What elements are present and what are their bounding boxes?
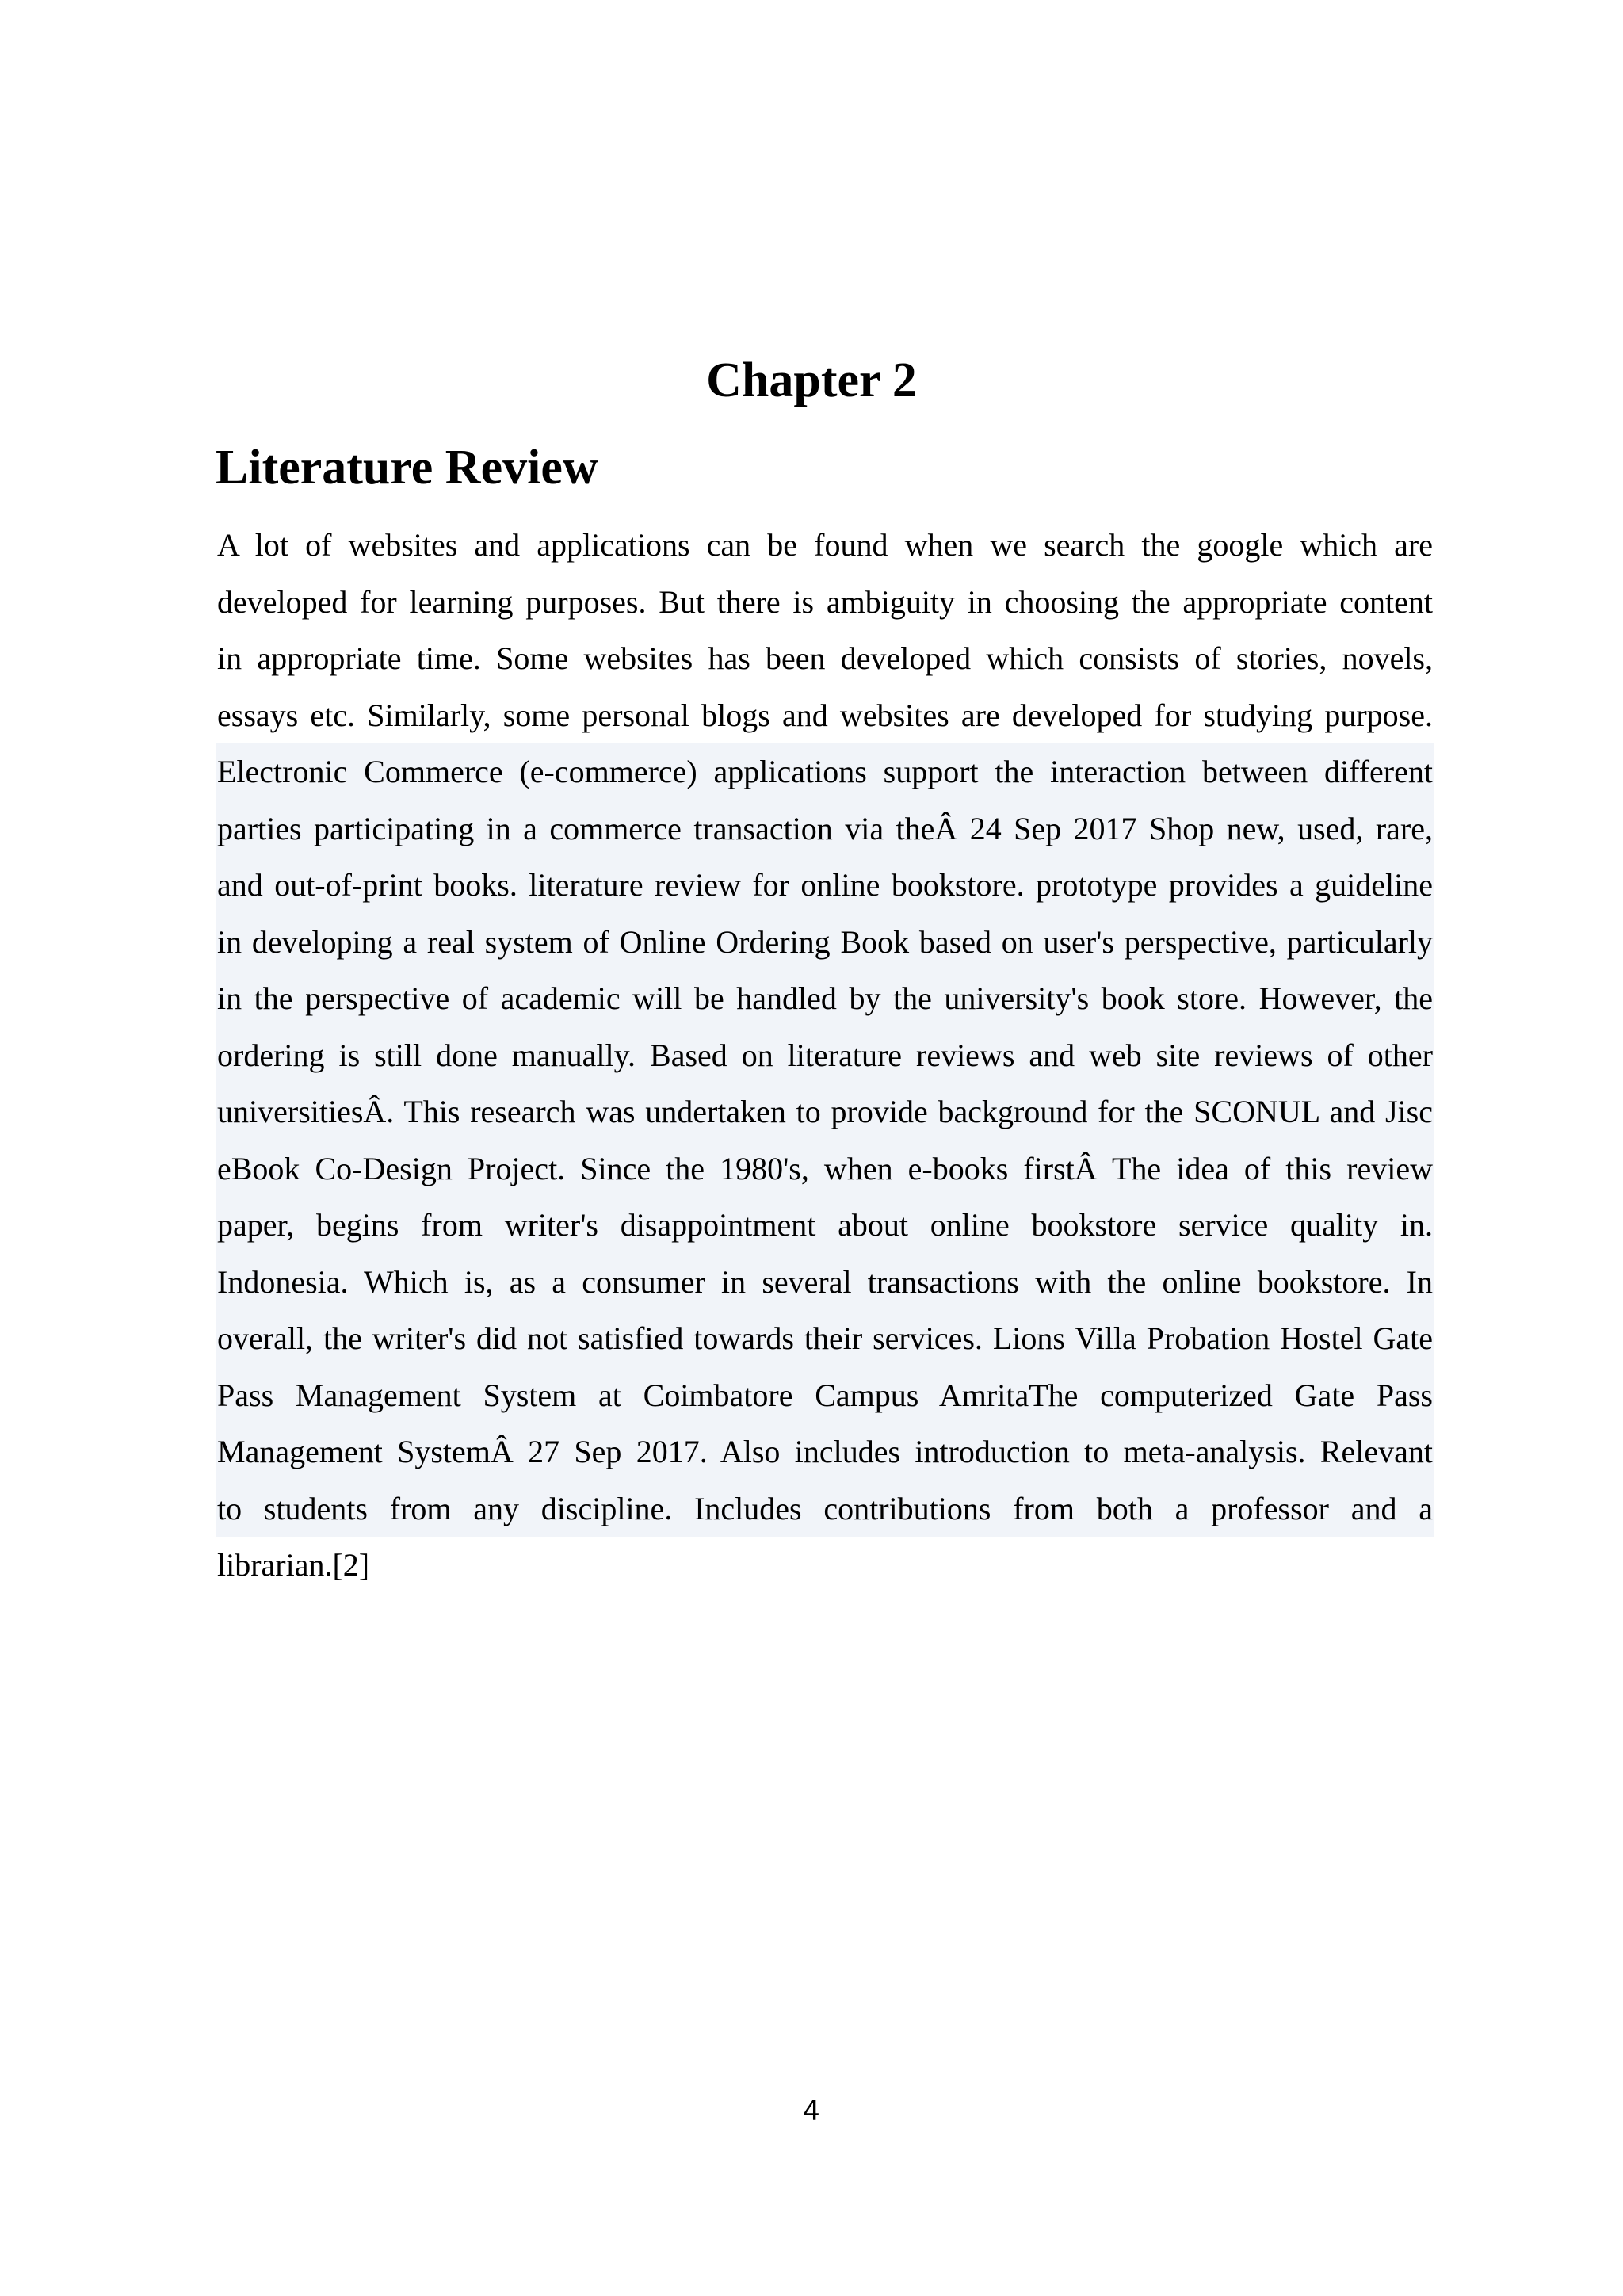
body-line-text: in appropriate time. Some websites has been developed which consists of stories, novels, [217,640,1433,676]
body-line [216,574,1434,631]
body-line [216,1197,1434,1254]
body-line [216,1083,1434,1140]
body-line [216,1480,1434,1538]
body-line [216,914,1434,971]
body-line [216,1027,1434,1084]
body-line-text: eBook Co-Design Project. Since the 1980's, when e-books firstÂ The idea of this review [216,1140,1434,1198]
body-line-text: A lot of websites and applications can be found when we search the google which are [217,527,1433,563]
body-line [216,970,1434,1027]
body-line [216,1310,1434,1367]
body-line [216,857,1434,914]
body-line-text: parties participating in a commerce transaction via theÂ 24 Sep 2017 Shop new, used, rare, [216,800,1434,858]
body-line-text: paper, begins from writer's disappointment about online bookstore service quality in. [216,1197,1434,1254]
body-line-text: developed for learning purposes. But there is ambiguity in choosing the appropriate content [217,583,1433,620]
body-line-text: Pass Management System at Coimbatore Campus AmritaThe computerized Gate Pass [216,1367,1434,1424]
body-line-text: in the perspective of academic will be handled by the university's book store. However, the [216,970,1434,1027]
body-line [216,1423,1434,1480]
body-line [216,1367,1434,1424]
body-line-text: essays etc. Similarly, some personal blogs and websites are developed for studying purpose. [217,697,1433,733]
body-line-text: librarian.[2] [217,1547,370,1583]
body-paragraph [216,517,1434,1594]
body-line [216,1140,1434,1198]
body-line-text: Indonesia. Which is, as a consumer in several transactions with the online bookstore. In [216,1254,1434,1311]
page-number: 4 [803,2095,820,2127]
body-line [216,1537,1434,1594]
body-line-text: Electronic Commerce (e-commerce) applications support the interaction between different [216,743,1434,800]
chapter-heading: Chapter 2 [706,353,917,407]
body-line [216,517,1434,574]
body-line-text: Management SystemÂ 27 Sep 2017. Also includes introduction to meta-analysis. Relevant [216,1423,1434,1480]
body-line-text: and out-of-print books. literature review for online bookstore. prototype provides a guideline [216,857,1434,914]
body-line [216,687,1434,744]
body-line-text: ordering is still done manually. Based on literature reviews and web site reviews of other [216,1027,1434,1084]
body-line-text: in developing a real system of Online Ordering Book based on user's perspective, particularly [216,914,1434,971]
body-line-text: to students from any discipline. Includes contributions from both a professor and a [216,1480,1434,1538]
section-heading: Literature Review [216,441,598,495]
body-line [216,800,1434,858]
body-line [216,630,1434,687]
body-line [216,743,1434,800]
body-line [216,1254,1434,1311]
body-line-text: universitiesÂ. This research was undertaken to provide background for the SCONUL and Jisc [216,1083,1434,1140]
body-line-text: overall, the writer's did not satisfied towards their services. Lions Villa Probation Hostel Gate [216,1310,1434,1367]
